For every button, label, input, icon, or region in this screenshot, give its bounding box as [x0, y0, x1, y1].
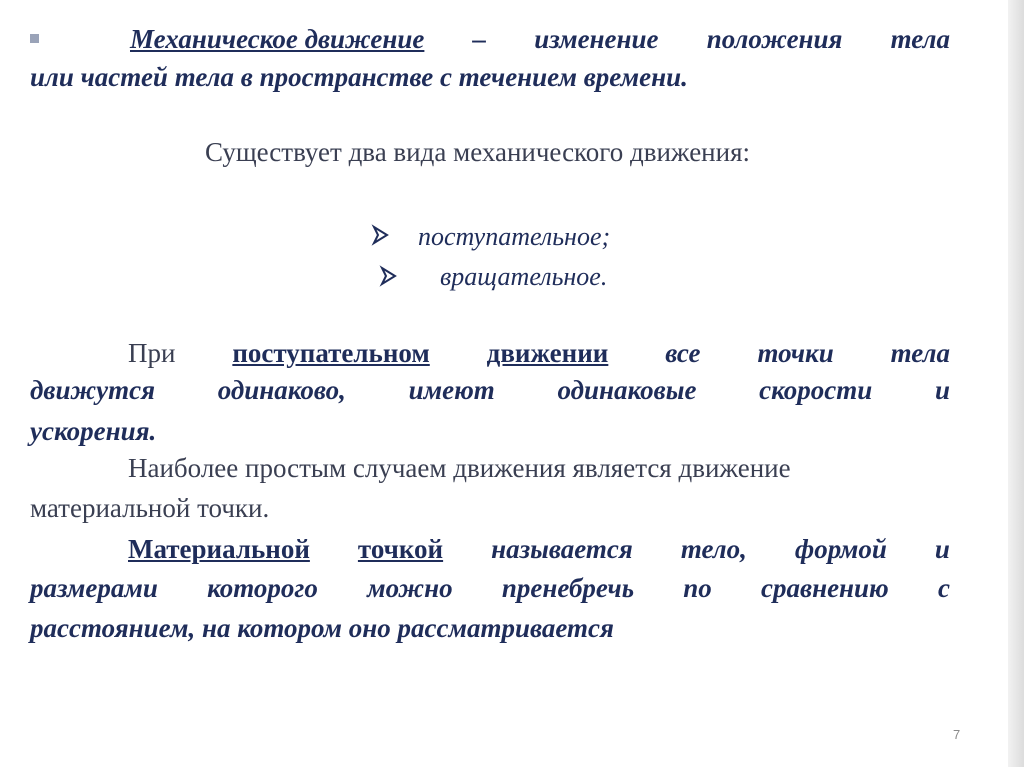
simplest-case-line-2: материальной точки. — [30, 493, 270, 523]
chevron-right-icon — [370, 224, 392, 246]
chevron-right-icon — [378, 265, 400, 287]
term-translational: поступательном — [232, 338, 430, 368]
slide-edge-shadow — [1008, 0, 1024, 767]
translational-line-1: При поступательном движении все точки тела — [128, 338, 950, 368]
list-item-translational: поступательное; — [418, 222, 611, 251]
types-intro: Существует два вида механического движения: — [205, 137, 750, 167]
definition-line-1: Механическое движение – изменение положения тела — [130, 24, 950, 54]
definition-line-2: или частей тела в пространстве с течением времени. — [30, 62, 688, 92]
term-material: Материальной — [128, 534, 310, 564]
material-point-line-3: расстоянием, на котором оно рассматривается — [30, 613, 614, 643]
simplest-case-line-1: Наиболее простым случаем движения является движение — [128, 453, 791, 483]
translational-line-2: движутся одинаково, имеют одинаковые скорости и — [30, 375, 950, 405]
material-point-line-1: Материальной точкой называется тело, формой и — [128, 534, 950, 564]
term-mechanical-motion: Механическое движение — [130, 24, 425, 54]
bullet-square-icon — [30, 34, 39, 43]
material-point-line-2: размерами которого можно пренебречь по сравнению с — [30, 573, 950, 603]
term-motion: движении — [486, 338, 609, 368]
term-point: точкой — [357, 534, 444, 564]
page-number: 7 — [953, 727, 961, 742]
translational-line-3: ускорения. — [30, 416, 157, 446]
list-item-rotational: вращательное. — [440, 262, 608, 291]
